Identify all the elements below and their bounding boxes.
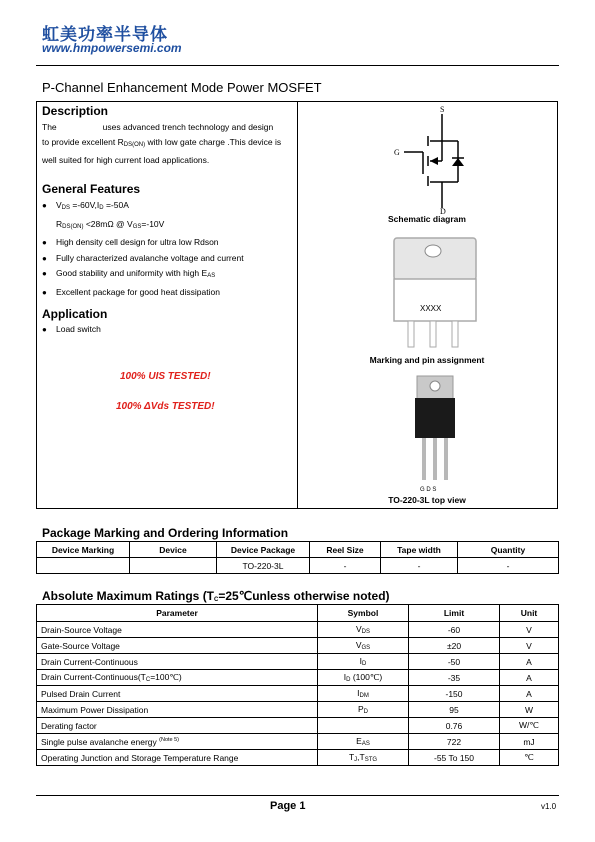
- table-cell: -: [458, 558, 559, 574]
- param-cell: Gate-Source Voltage: [37, 638, 318, 654]
- param-cell: Drain Current-Continuous: [37, 654, 318, 670]
- table-row: [37, 654, 559, 670]
- column-header: Symbol: [318, 605, 409, 622]
- list-item: ● $V_{DS} =-60V,I_D =-50A$: [42, 200, 129, 211]
- footer-divider: [36, 795, 559, 796]
- param-cell: Derating factor: [37, 718, 318, 734]
- param-cell: Pulsed Drain Current: [37, 686, 318, 702]
- column-header: Parameter: [37, 605, 318, 622]
- uis-tested-note: 100% UIS TESTED!: [120, 371, 211, 382]
- column-header: Device: [130, 542, 217, 558]
- unit-cell: A: [500, 686, 559, 702]
- symbol-cell: $P_D$: [318, 702, 409, 718]
- limit-cell: -50: [409, 654, 500, 670]
- marking-caption: Marking and pin assignment: [369, 355, 485, 365]
- limit-cell: 95: [409, 702, 500, 718]
- unit-cell: A: [500, 670, 559, 686]
- table-cell: TO-220-3L: [217, 558, 310, 574]
- table-cell: [130, 558, 217, 574]
- table-row: [37, 750, 559, 766]
- column-header: Reel Size: [310, 542, 381, 558]
- list-item: ● Excellent package for good heat dissipation: [42, 286, 220, 297]
- unit-cell: W/℃: [500, 718, 559, 734]
- company-url: www.hmpowersemi.com: [42, 41, 182, 55]
- symbol-cell: $I_{DM}$: [318, 686, 409, 702]
- unit-cell: V: [500, 638, 559, 654]
- doc-title: P-Channel Enhancement Mode Power MOSFET: [42, 80, 322, 95]
- page-number: Page 1: [270, 800, 306, 812]
- column-header: Device Package: [217, 542, 310, 558]
- table-row: [37, 670, 559, 686]
- description-text: The uses advanced trench technology and design to provide excellent $R_{DS(ON)}$ with low gate charge .This device is well suited for high current load applications.: [42, 122, 282, 165]
- list-item: ● High density cell design for ultra low Rdson: [42, 237, 219, 247]
- symbol-cell: [318, 718, 409, 734]
- symbol-cell: $V_{DS}$: [318, 622, 409, 638]
- list-item: ● Good stability and uniformity with high $E_{AS}$: [42, 268, 216, 279]
- marking-diagram: [390, 235, 480, 350]
- ordering-table: [36, 541, 559, 574]
- list-item: $R_{DS(ON)} <28m\Omega$ @ $V_{GS}=-10V$: [56, 218, 165, 230]
- table-row: [37, 686, 559, 702]
- unit-cell: V: [500, 622, 559, 638]
- symbol-cell: $V_{GS}$: [318, 638, 409, 654]
- mosfet-schematic: [390, 104, 480, 214]
- limit-cell: 0.76: [409, 718, 500, 734]
- limit-cell: 722: [409, 734, 500, 750]
- unit-cell: mJ: [500, 734, 559, 750]
- symbol-cell: $E_{AS}$: [318, 734, 409, 750]
- schematic-caption: Schematic diagram: [388, 214, 466, 224]
- pin-s-label: S: [440, 105, 445, 114]
- list-item: ● Load switch: [42, 324, 101, 334]
- ordering-heading: Package Marking and Ordering Information: [42, 526, 289, 540]
- to220-package-image: [405, 374, 465, 494]
- param-cell: Operating Junction and Storage Temperature Range: [37, 750, 318, 766]
- column-header: Tape width: [381, 542, 458, 558]
- list-item: ● Fully characterized avalanche voltage and current: [42, 252, 244, 263]
- column-header: Quantity: [458, 542, 559, 558]
- package-caption: TO-220-3L top view: [388, 495, 466, 505]
- limit-cell: ±20: [409, 638, 500, 654]
- param-cell: Maximum Power Dissipation: [37, 702, 318, 718]
- pin-g-label: G: [394, 148, 400, 157]
- limit-cell: -150: [409, 686, 500, 702]
- table-header-row: [37, 605, 559, 622]
- table-header-row: [37, 542, 559, 558]
- table-row: [37, 638, 559, 654]
- version-label: v1.0: [541, 802, 557, 811]
- features-heading: General Features: [42, 182, 141, 196]
- application-list: [42, 322, 101, 338]
- table-row: [37, 558, 559, 574]
- limit-cell: -55 To 150: [409, 750, 500, 766]
- symbol-cell: $I_D$ (100℃): [318, 670, 409, 686]
- column-header: Unit: [500, 605, 559, 622]
- column-header: Limit: [409, 605, 500, 622]
- table-cell: [37, 558, 130, 574]
- application-heading: Application: [42, 307, 108, 321]
- symbol-cell: $T_J,T_{STG}$: [318, 750, 409, 766]
- table-row: [37, 734, 559, 750]
- unit-cell: A: [500, 654, 559, 670]
- limit-cell: -35: [409, 670, 500, 686]
- ratings-table: [36, 604, 559, 766]
- company-logo-cn: 虹美功率半导体: [42, 25, 168, 45]
- features-list: [42, 198, 298, 300]
- unit-cell: W: [500, 702, 559, 718]
- limit-cell: -60: [409, 622, 500, 638]
- table-row: [37, 718, 559, 734]
- header-divider: [36, 65, 559, 66]
- dvds-tested-note: 100% ΔVds TESTED!: [116, 401, 215, 412]
- table-cell: -: [381, 558, 458, 574]
- unit-cell: ℃: [500, 750, 559, 766]
- param-cell: Drain-Source Voltage: [37, 622, 318, 638]
- table-row: [37, 702, 559, 718]
- param-cell: Drain Current-$Continuous(T_C=100℃)$: [37, 670, 318, 686]
- ratings-heading: Absolute Maximum Ratings ($T_C=25℃unless$ otherwise noted): [42, 589, 390, 603]
- table-cell: -: [310, 558, 381, 574]
- description-heading: Description: [42, 104, 109, 118]
- pin-d-label: D: [440, 207, 446, 214]
- marking-text: XXXX: [420, 304, 442, 313]
- symbol-cell: $I_D$: [318, 654, 409, 670]
- package-pin-labels: G D S: [420, 487, 437, 493]
- table-row: [37, 622, 559, 638]
- param-cell: Single pulse avalanche energy $^{(Note 5)}$: [37, 734, 318, 750]
- column-header: Device Marking: [37, 542, 130, 558]
